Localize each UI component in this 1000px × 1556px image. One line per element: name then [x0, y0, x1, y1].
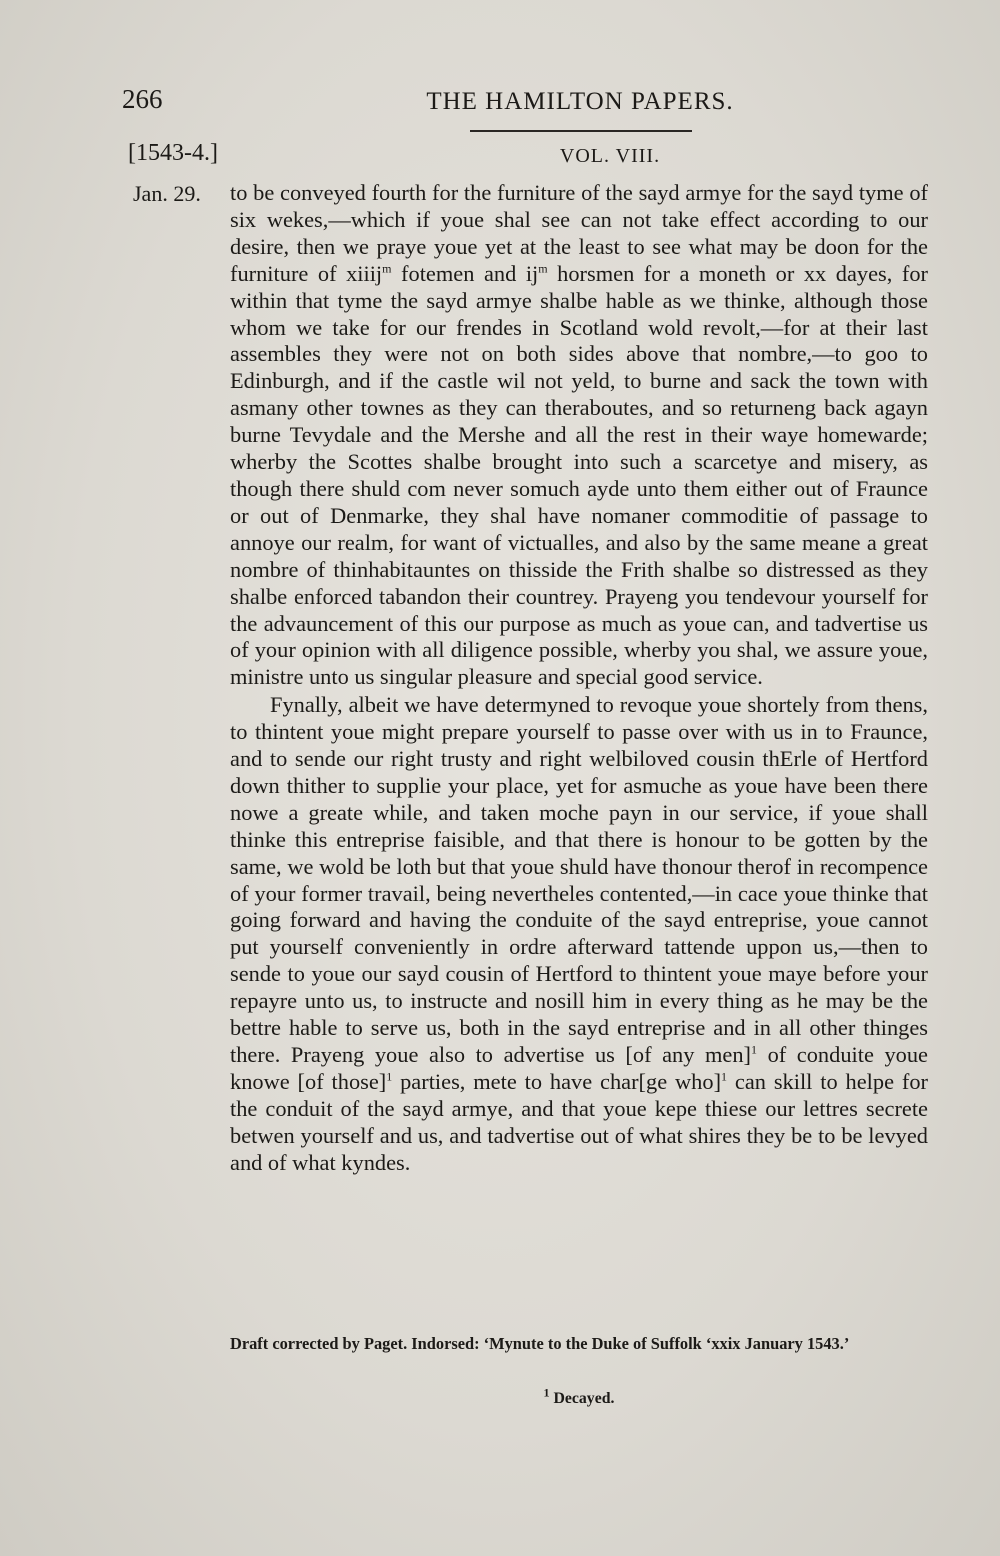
- footnote: [230, 1385, 928, 1408]
- margin-date: Jan. 29.: [133, 181, 201, 206]
- superscript: m: [538, 261, 548, 276]
- paragraph-2: [230, 692, 928, 1176]
- letter-body: [230, 180, 928, 1177]
- superscript: m: [382, 261, 392, 276]
- text-run: to be conveyed fourth for the furniture of the sayd armye for the sayd tyme of six wekes,—which if youe shal see can not take effect according to our desire, then we praye youe yet at the least to see what may be doon for the furniture of xiiij: [230, 180, 928, 286]
- text-run: Fynally, albeit we have determyned to revoque youe shortely from thens, to thintent youe might prepare yourself to passe over with us in to Fraunce, and to sende our right trusty and right welbiloved cousin thErle of Hertford down thither to supplie your place, yet for asmuche as youe have been there nowe a greate while, and taken moche payn in our service, if youe shall thinke this entreprise faisible, and that there is honour to be gotten by the same, we wold be loth but that youe shuld have thonour therof in recompence of your former travail, being nevertheles contented,—in cace youe thinke that going forward and having the conduite of the sayd entreprise, youe cannot put yourself conveniently in ordre afterward tattende uppon us,—then to sende to youe our sayd cousin of Hertford to thintent youe maye before your repayre unto us, to instructe and nosill him in every thing as he may be the bettre hable to serve us, both in the sayd entreprise and in all other thinges there. Prayeng youe also to advertise us [of any men]: [230, 692, 928, 1067]
- text-run: of conduite youe knowe [of those]: [230, 1042, 928, 1094]
- editorial-note: Draft corrected by Paget. Indorsed: ‘Mynute to the Duke of Suffolk ‘xxix January 1543.’: [230, 1334, 850, 1353]
- year-bracket: [1543-4.]: [128, 140, 218, 166]
- footnote-mark: 1: [543, 1385, 550, 1400]
- paragraph-1: [230, 180, 928, 691]
- text-run: parties, mete to have char[ge who]: [392, 1068, 722, 1094]
- page-number: 266: [122, 84, 163, 114]
- footnote-ref: 1: [386, 1069, 393, 1084]
- text-run: can skill to helpe for the conduit of the sayd armye, and that youe kepe thiese our lettres secrete betwen yourself and us, and tadvertise out of what shires they be to be levyed and of what kyndes.: [230, 1068, 928, 1175]
- footnote-text: Decayed.: [549, 1390, 615, 1407]
- footnote-ref: 1: [721, 1069, 728, 1084]
- running-head: THE HAMILTON PAPERS.: [426, 88, 734, 115]
- footnote-ref: 1: [751, 1042, 758, 1057]
- header-rule: [470, 130, 692, 132]
- text-run: fotemen and ij: [391, 260, 539, 286]
- volume-label: VOL. VIII.: [559, 145, 661, 167]
- text-run: horsmen for a moneth or xx dayes, for within that tyme the sayd armye shalbe hable as we thinke, although those whom we take for our frendes in Scotland wold revolt,—for at their last assembles they were not on both sides above that nombre,—to goo to Edinburgh, and if the castle wil not yeld, to burne and sack the town with asmany other townes as they can theraboutes, and so returneng back agayn burne Tevydale and the Mershe and all the rest in their waye homewarde; wherby the Scottes shalbe brought into such a scarcetye and misery, as though there shuld com never somuch ayde unto them either out of Fraunce or out of Denmarke, they shal have nomaner commoditie of passage to annoye our realm, for want of victualles, and also by the same meane a great nombre of thinhabitauntes on thisside the Frith shalbe so distressed as they shalbe enforced tabandon their countrey. Prayeng you tendevour yourself for the advauncement of this our purpose as much as youe can, and tadvertise us of your opinion with all diligence possible, wherby you shal, we assure youe, ministre unto us singular pleasure and special good service.: [230, 260, 928, 690]
